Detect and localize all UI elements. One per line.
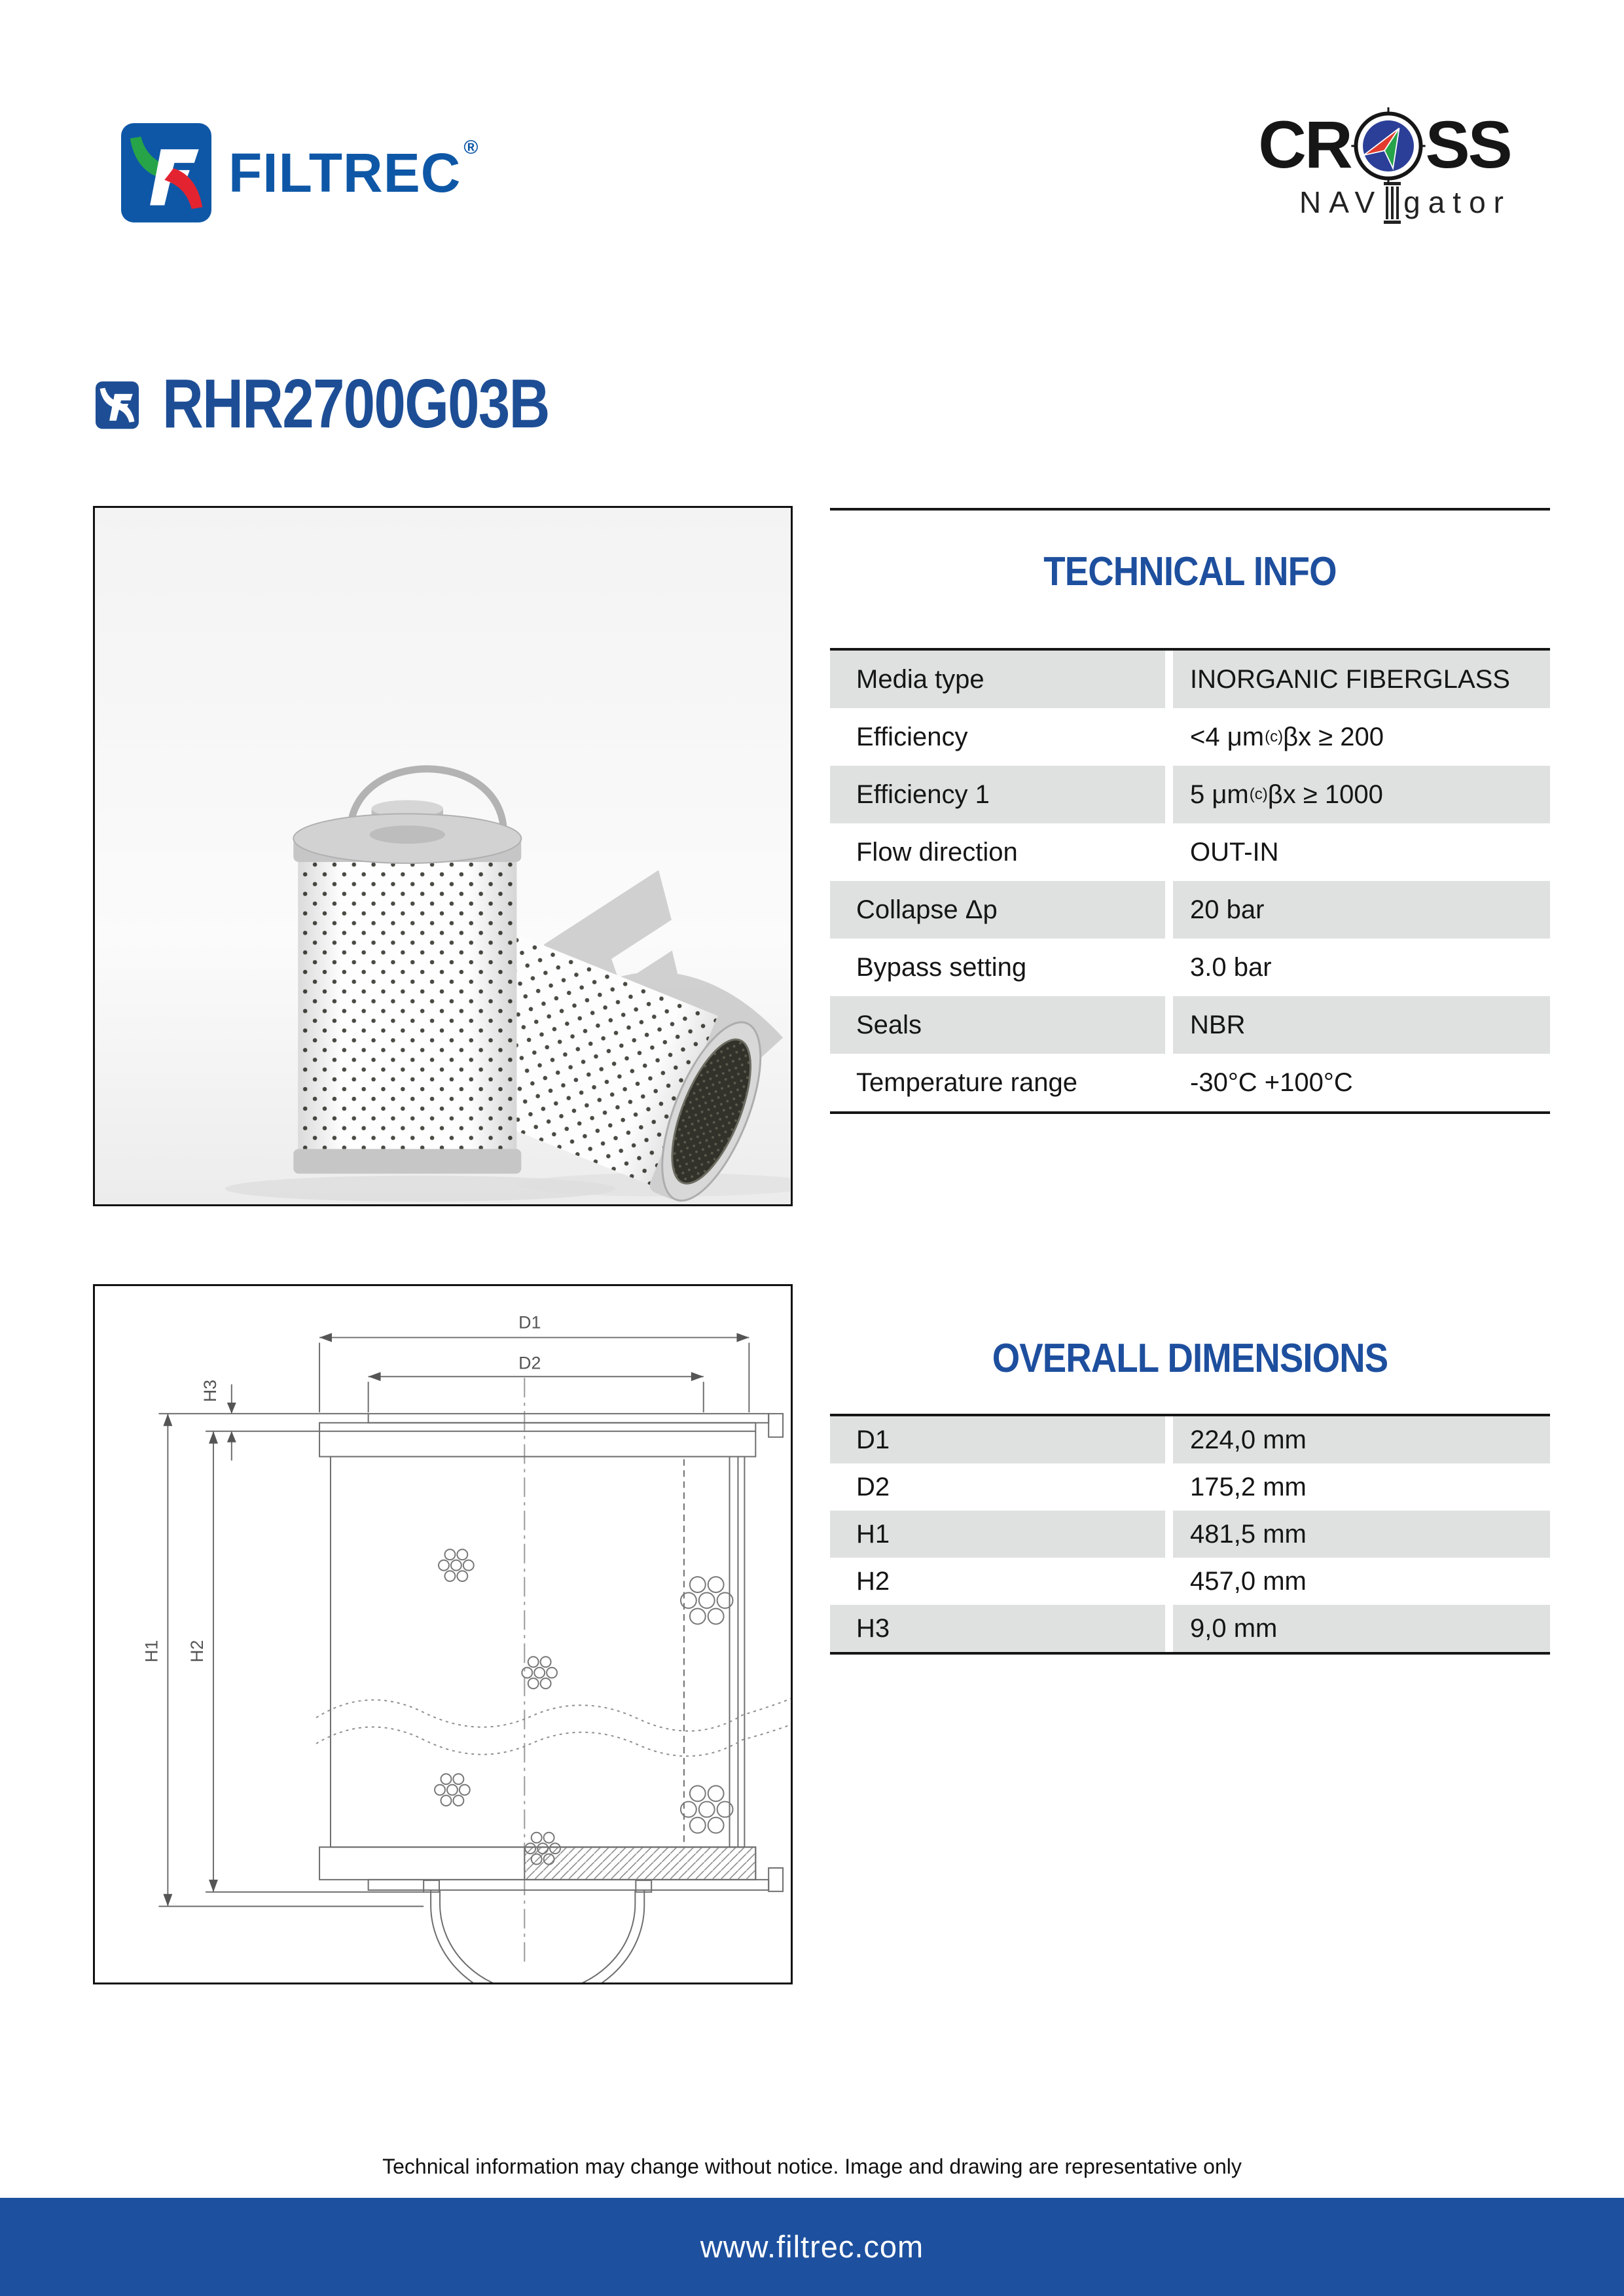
row-label: Seals bbox=[856, 1010, 922, 1039]
cross-text-left: CR bbox=[1258, 107, 1351, 182]
table-row bbox=[830, 823, 1550, 881]
row-label: D1 bbox=[856, 1425, 890, 1454]
row-value: 457,0 mm bbox=[1190, 1566, 1307, 1596]
dim-label-d2: D2 bbox=[518, 1353, 541, 1373]
table-row bbox=[830, 1054, 1550, 1111]
table-row: Efficiency 1 5 μm (c) βx ≥ 1000 bbox=[830, 766, 1550, 823]
row-value: 20 bar bbox=[1190, 895, 1265, 924]
perforation-clusters bbox=[435, 1549, 732, 1864]
row-value: NBR bbox=[1190, 1010, 1246, 1039]
navigator-text-right: gator bbox=[1403, 185, 1511, 219]
registered-mark: ® bbox=[463, 137, 478, 158]
product-code-icon bbox=[96, 378, 139, 432]
dim-label-d1: D1 bbox=[518, 1312, 541, 1333]
navigator-text-left: NAV bbox=[1299, 185, 1383, 219]
row-value: 5 μm bbox=[1190, 780, 1249, 809]
overall-dimensions-title: OVERALL DIMENSIONS bbox=[992, 1336, 1388, 1381]
table-row bbox=[830, 939, 1550, 996]
row-label: H3 bbox=[856, 1613, 890, 1643]
row-label: Efficiency 1 bbox=[856, 780, 990, 809]
technical-info-title: TECHNICAL INFO bbox=[1043, 549, 1337, 594]
table-row bbox=[830, 881, 1550, 939]
table-row bbox=[830, 1605, 1550, 1652]
disclaimer-text: Technical information may change without notice. Image and drawing are representative only bbox=[382, 2155, 1242, 2178]
row-label: H2 bbox=[856, 1566, 890, 1596]
dim-label-h1: H1 bbox=[141, 1640, 162, 1663]
row-label: Efficiency bbox=[856, 722, 968, 751]
table-row bbox=[830, 1511, 1550, 1558]
row-label: Bypass setting bbox=[856, 952, 1027, 982]
row-value: 9,0 mm bbox=[1190, 1613, 1278, 1643]
section-divider bbox=[830, 508, 1550, 511]
filtrec-wordmark: FILTREC bbox=[228, 142, 461, 204]
row-value: INORGANIC FIBERGLASS bbox=[1190, 664, 1510, 694]
row-value: -30°C +100°C bbox=[1190, 1067, 1353, 1097]
navigator-row bbox=[1254, 182, 1515, 220]
page-title: RHR2700G03B bbox=[162, 365, 549, 442]
row-label: H1 bbox=[856, 1519, 890, 1549]
table-row: Efficiency <4 μm (c) βx ≥ 200 bbox=[856, 722, 1384, 751]
filter-element-standing bbox=[293, 769, 521, 1174]
row-label: D2 bbox=[856, 1472, 890, 1501]
technical-info-table bbox=[830, 648, 1550, 1114]
filtrec-logo bbox=[121, 123, 478, 223]
row-label: Media type bbox=[856, 664, 984, 694]
cross-wordmark-row bbox=[1258, 106, 1510, 183]
footer-bar bbox=[0, 2198, 1624, 2296]
technical-drawing-frame bbox=[93, 1284, 793, 1984]
table-row bbox=[830, 1416, 1550, 1463]
row-value: OUT-IN bbox=[1190, 837, 1279, 867]
filtrec-logo-mark-icon bbox=[121, 123, 211, 223]
technical-drawing bbox=[95, 1286, 791, 1982]
row-value: 175,2 mm bbox=[1190, 1472, 1307, 1501]
compass-icon bbox=[1350, 107, 1427, 185]
product-photo-frame bbox=[93, 506, 793, 1206]
row-label: Flow direction bbox=[856, 837, 1018, 867]
row-value: <4 μm bbox=[1190, 722, 1265, 751]
row-label: Temperature range bbox=[856, 1067, 1077, 1097]
dim-label-h3: H3 bbox=[200, 1379, 220, 1403]
row-value: 481,5 mm bbox=[1190, 1519, 1307, 1549]
overall-dimensions-table bbox=[830, 1414, 1550, 1655]
cross-navigator-logo bbox=[1254, 106, 1515, 220]
cross-text-right: SS bbox=[1425, 107, 1511, 182]
product-photo bbox=[95, 508, 791, 1204]
table-row bbox=[830, 1463, 1550, 1511]
table-row bbox=[830, 996, 1550, 1054]
table-row bbox=[830, 651, 1550, 708]
table-row bbox=[830, 1558, 1550, 1605]
row-label: Collapse Δp bbox=[856, 895, 998, 924]
website-link[interactable]: www.filtrec.com bbox=[700, 2229, 924, 2264]
column-icon bbox=[1384, 182, 1401, 224]
row-value: 224,0 mm bbox=[1190, 1425, 1307, 1454]
row-value: 3.0 bar bbox=[1190, 952, 1272, 982]
dim-label-h2: H2 bbox=[187, 1640, 208, 1663]
